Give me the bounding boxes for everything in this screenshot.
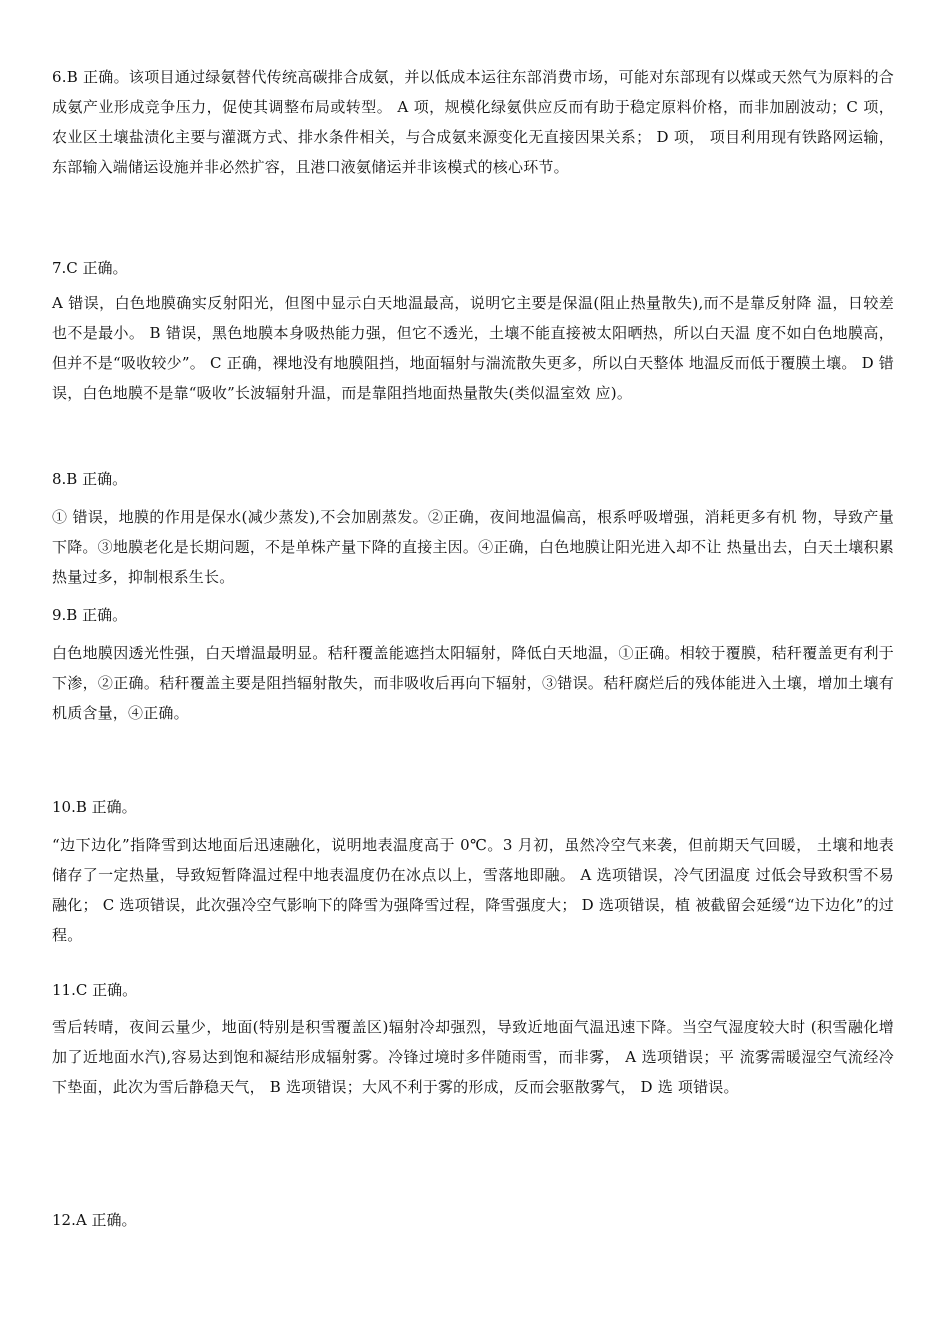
answer-8-heading: 8.B 正确。 (52, 470, 128, 488)
answer-12-heading: 12.A 正确。 (52, 1211, 137, 1229)
answer-9-heading: 9.B 正确。 (52, 606, 128, 624)
answer-11-heading: 11.C 正确。 (52, 981, 138, 999)
answer-11-text: 雪后转晴，夜间云量少，地面(特别是积雪覆盖区)辐射冷却强烈，导致近地面气温迅速下降。当空气湿度较大时 (积雪融化增加了近地面水汽),容易达到饱和凝结形成辐射雾。冷锋过境时多伴随雨雪，而非雾， A 选项错误；平 流雾需暖湿空气流经冷下垫面，此次为雪后静稳天气， B 选项错误；大风不利于雾的形成，反而会驱散雾气， D 选 项错误。 (52, 1018, 894, 1096)
answer-8 (52, 502, 894, 592)
answer-9-text: 白色地膜因透光性强，白天增温最明显。秸秆覆盖能遮挡太阳辐射，降低白天地温，①正确。相较于覆膜，秸秆覆盖更有利于下渗，②正确。秸秆覆盖主要是阻挡辐射散失，而非吸收后再向下辐射，③错误。秸秆腐烂后的残体能进入土壤，增加土壤有机质含量，④正确。 (52, 644, 894, 722)
answer-6 (52, 62, 894, 182)
answer-7-heading: 7.C 正确。 (52, 259, 128, 277)
answer-7-text: A 错误，白色地膜确实反射阳光，但图中显示白天地温最高，说明它主要是保温(阻止热量散失),而不是靠反射降 温，日较差也不是最小。 B 错误，黑色地膜本身吸热能力强，但它不透光，土壤不能直接被太阳晒热，所以白天温 度不如白色地膜高，但并不是“吸收较少”。 C 正确，裸地没有地膜阻挡，地面辐射与湍流散失更多，所以白天整体 地温反而低于覆膜土壤。 D 错误，白色地膜不是靠“吸收”长波辐射升温，而是靠阻挡地面热量散失(类似温室效 应)。 (52, 294, 894, 402)
answer-10-heading: 10.B 正确。 (52, 798, 137, 816)
answer-6-text: 6.B 正确。该项目通过绿氨替代传统高碳排合成氨，并以低成本运往东部消费市场，可能对东部现有以煤或天然气为原料的合成氨产业形成竞争压力，促使其调整布局或转型。 A 项，规模化绿氨供应反而有助于稳定原料价格，而非加剧波动；C 项，农业区土壤盐渍化主要与灌溉方式、排水条件相关，与合成氨来源变化无直接因果关系； D 项， 项目利用现有铁路网运输，东部输入端储运设施并非必然扩容，且港口液氨储运并非该模式的核心环节。 (52, 68, 894, 176)
answer-8-text: ① 错误，地膜的作用是保水(减少蒸发),不会加剧蒸发。②正确，夜间地温偏高，根系呼吸增强，消耗更多有机 物，导致产量下降。③地膜老化是长期问题，不是单株产量下降的直接主因。④正确，白色地膜让阳光进入却不让 热量出去，白天土壤积累热量过多，抑制根系生长。 (52, 508, 894, 586)
answer-7 (52, 288, 894, 408)
answer-10 (52, 830, 894, 950)
answer-11 (52, 1012, 894, 1102)
answer-9 (52, 638, 894, 728)
answer-10-text: “边下边化”指降雪到达地面后迅速融化，说明地表温度高于 0℃。3 月初，虽然冷空气来袭，但前期天气回暖， 土壤和地表储存了一定热量，导致短暂降温过程中地表温度仍在冰点以上，雪落地即融。 A 选项错误，冷气团温度 过低会导致积雪不易融化； C 选项错误，此次强冷空气影响下的降雪为强降雪过程，降雪强度大； D 选项错误，植 被截留会延缓“边下边化”的过程。 (52, 836, 894, 944)
